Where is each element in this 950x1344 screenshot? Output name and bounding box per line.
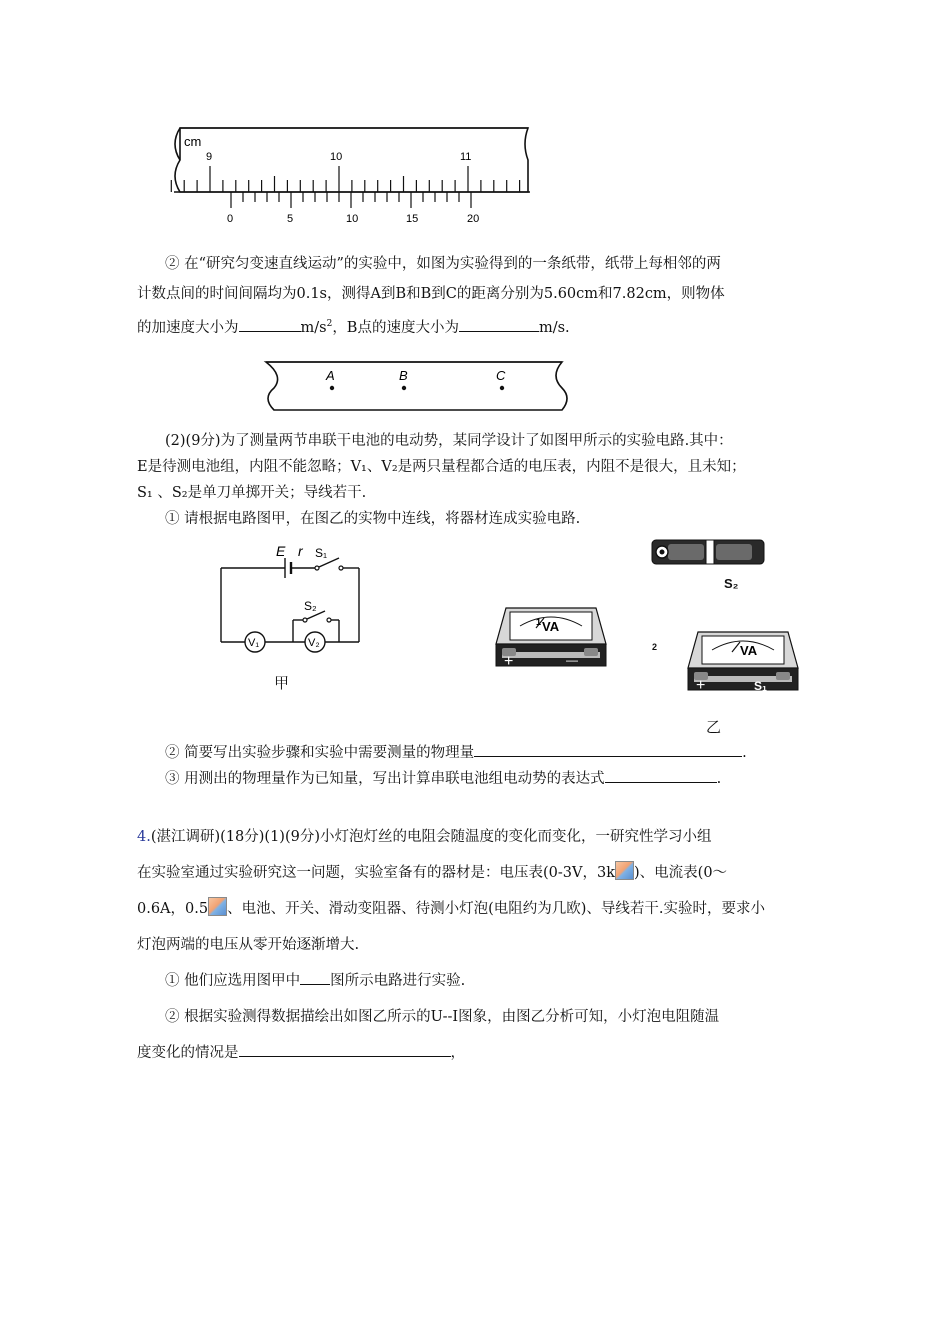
circuit-label-S1: S₁ — [315, 546, 328, 560]
main-label-9: 9 — [206, 151, 213, 163]
paper-tape-figure — [262, 358, 574, 416]
q2-step3-text: ③ 用测出的物理量作为已知量，写出计算串联电池组电动势的表达式 — [165, 771, 605, 787]
vernier-label-0: 0 — [227, 213, 234, 225]
q1-2-line3 — [137, 311, 827, 341]
tape-point-B-label: B — [399, 368, 408, 383]
caliper-unit: cm — [184, 134, 202, 149]
q4-line5-a: ① 他们应选用图甲中 — [165, 973, 301, 989]
meter2-label: VA — [740, 643, 758, 658]
circuit-diagram-jia — [215, 540, 375, 700]
circuit-label-V1: V₁ — [248, 637, 260, 649]
switch-label-S2: S₂ — [724, 576, 739, 591]
q4-line1-text: (湛江调研)(18分)(1)(9分)小灯泡灯丝的电阻会随温度的变化而变化，一研究性学习小组 — [150, 829, 712, 845]
vernier-label-10: 10 — [346, 213, 359, 225]
omega-image-icon — [208, 897, 227, 916]
circuit-label-r: r — [298, 543, 303, 559]
acceleration-blank[interactable] — [239, 317, 301, 332]
q4-line6: ② 根据实验测得数据描绘出如图乙所示的U--I图象，由图乙分析可知，小灯泡电阻随温 — [165, 1009, 720, 1025]
circuit-label-S2: S₂ — [304, 599, 317, 613]
q1-2-line1: ② 在“研究匀变速直线运动”的实验中，如图为实验得到的一条纸带，纸带上每相邻的两 — [165, 256, 721, 272]
meter1-mark: 1 — [536, 617, 542, 627]
apparatus-caption-yi: 乙 — [706, 718, 722, 736]
circuit-label-V2: V₂ — [308, 637, 320, 649]
q2-step3-end: . — [716, 771, 722, 787]
omega-image-icon — [615, 861, 634, 880]
q2-line3: S₁ 、S₂是单刀单掷开关；导线若干. — [137, 485, 367, 501]
q2-step2-text: ② 简要写出实验步骤和实验中需要测量的物理量 — [165, 745, 475, 761]
accel-unit-exp: 2 — [326, 319, 333, 329]
q4-line1 — [137, 822, 827, 852]
main-label-10: 10 — [330, 151, 343, 163]
tape-point-C-label: C — [496, 368, 506, 383]
vernier-label-20: 20 — [467, 213, 480, 225]
voltmeter-1 — [492, 604, 610, 670]
q4-line7 — [137, 1038, 827, 1068]
q4-line2-b: )、电流表(0～ — [634, 865, 728, 881]
q2-step2-end: . — [742, 745, 747, 761]
q2-step2 — [137, 740, 827, 766]
tape-point-B — [402, 386, 406, 390]
tape-point-C — [500, 386, 504, 390]
q2-step3 — [137, 766, 827, 792]
q4-line2-a: 在实验室通过实验研究这一问题，实验室备有的器材是：电压表(0-3V，3k — [137, 865, 615, 881]
meter1-minus: — — [566, 653, 578, 667]
vernier-label-15: 15 — [406, 213, 419, 225]
tape-point-A — [330, 386, 334, 390]
circuit-choice-blank[interactable] — [300, 970, 330, 985]
step2-blank[interactable] — [474, 742, 742, 757]
q2-line1: (2)(9分)为了测量两节串联干电池的电动势，某同学设计了如图甲所示的实验电路.其中： — [165, 433, 733, 449]
q4-line5-b: 图所示电路进行实验. — [330, 973, 466, 989]
meter1-label: VA — [542, 619, 560, 634]
q4-line3 — [137, 894, 827, 924]
q2-line2: E是待测电池组，内阻不能忽略；V₁、V₂是两只量程都合适的电压表，内阻不是很大，且未知； — [137, 459, 746, 475]
resistance-change-blank[interactable] — [239, 1042, 451, 1057]
q4-line3-a: 0.6A，0.5 — [137, 901, 209, 917]
q2-line4: ① 请根据电路图甲，在图乙的实物中连线，将器材连成实验电路. — [165, 511, 581, 527]
q4-line7-b: ， — [450, 1045, 465, 1061]
meter1-plus: + — [504, 653, 514, 670]
circuit-caption-jia: 甲 — [274, 674, 290, 692]
battery-pack — [650, 536, 770, 568]
accel-unit: m/s — [300, 319, 327, 336]
q4-line4: 灯泡两端的电压从零开始逐渐增大. — [137, 937, 360, 953]
meter2-plus: + — [696, 677, 706, 694]
q4-line5 — [137, 966, 827, 996]
q1-2-velocity-label: ，B点的速度大小为 — [332, 319, 459, 336]
q4-line7-a: 度变化的情况是 — [137, 1045, 239, 1061]
circuit-label-E: E — [276, 543, 286, 559]
velocity-blank[interactable] — [459, 317, 539, 332]
velocity-unit: m/s. — [538, 319, 570, 336]
voltmeter-2 — [684, 628, 802, 694]
q1-2-accel-label: 的加速度大小为 — [137, 319, 239, 336]
q4-line3-b: 、电池、开关、滑动变阻器、待测小灯泡(电阻约为几欧)、导线若干.实验时，要求小 — [227, 901, 766, 917]
q4-number: 4. — [137, 829, 151, 845]
apparatus-mark-2: 2 — [652, 642, 658, 652]
tape-point-A-label: A — [326, 368, 335, 383]
q1-2-line2: 计数点间的时间间隔均为0.1s，测得A到B和B到C的距离分别为5.60cm和7.82cm，则物体 — [137, 286, 725, 302]
meter2-s1: S₁ — [754, 679, 767, 693]
step3-blank[interactable] — [605, 768, 717, 783]
q4-line2 — [137, 858, 827, 888]
main-label-11: 11 — [460, 151, 472, 163]
vernier-label-5: 5 — [287, 213, 294, 225]
vernier-caliper-figure — [160, 122, 540, 232]
